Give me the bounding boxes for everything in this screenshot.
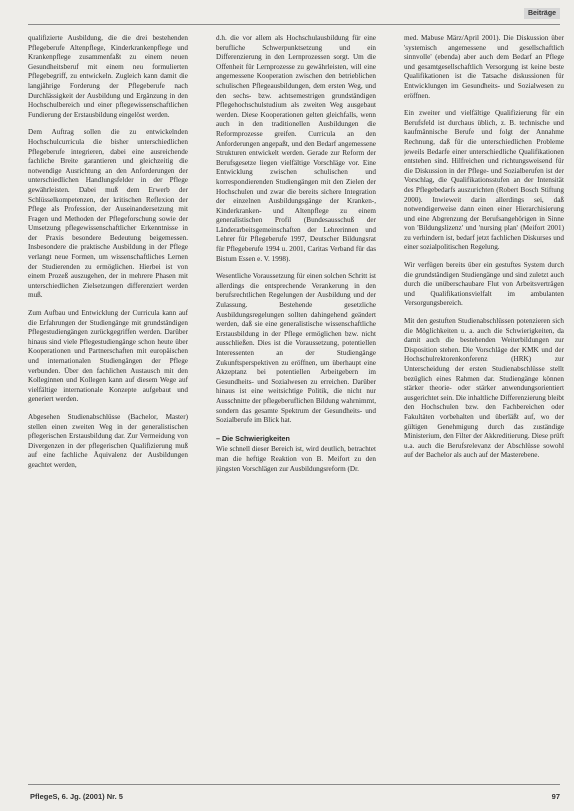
page-number: 97 <box>551 792 560 801</box>
section-heading: – Die Schwierigkeiten <box>216 433 290 443</box>
journal-citation: PflegeS, 6. Jg. (2001) Nr. 5 <box>30 792 123 801</box>
paragraph: Dem Auftrag sollen die zu entwickelnden Hochschulcurricula die bisher unterschiedlichen Pflegeberufe integrieren, dabei eine ausreichende fachliche Breite garantieren und gleichzeitig die notwendige Ausrichtung an den Anforderungen der unterschiedlichen Handlungsfelder in der Pflege gewährleisten. Dabei muß dem Erwerb der Schlüsselkompetenzen, der kritischen Reflexion der Pflege als Profession, der Auseinandersetzung mit Fragen und Methoden der Pflegeforschung sowie der Umsetzung pflegewissenschaftlicher Erkenntnisse in der Praxis besondere Bedeutung beigemessen. Insbesondere die praktische Ausbildung in der Pflege verlangt neue Formen, um wissenschaftliches Lernen der Studierenden zu ermöglichen. Hierbei ist von einem Prozeß auszugehen, der in mehrere Phasen mit unterschiedlichen Zielsetzungen differenziert werden muß. <box>28 128 188 300</box>
column-2 <box>216 34 376 778</box>
paragraph: Ein zweiter und vielfältige Qualifizierung für ein Berufsfeld ist durchaus üblich, z. B. technische und kaufmännische Berufe und folgt der Annahme Rechnung, daß für die unterschiedlichen Probleme jeweils Bedarfe einer unterschiedliche Qualifikationen entstehen sind. Hilfreichen und richtungsweisend für die Diskussion in der Pflege- und Sozialberufen ist der Vorschlag, die Qualifikationsstufen an der Intensität des Pflegebedarfs auszurichten (Robert Bosch Stiftung 2000). Inwieweit darin allerdings sei, daß notwendigerweise dann einen einer Hierarchisierung und eine Abgrenzung der Berufsangehörigen in Sinne von 'Bildungslizenz' und 'nursing plan' (Meifort 2001) zu verhindern ist, bedarf jetzt fachlichen Diskurses und einer sozialpolitischen Regelung. <box>404 109 564 252</box>
paragraph: d.h. die vor allem als Hochschulausbildung für eine berufliche Schwerpunktsetzung und ein Differenzierung in den Lernprozessen sorgt. Um die Offenheit für Lernprozesse zu gewährleisten, will eine angemessene Kooperation zwischen den betrieblichen schulischen Pflegeausbildungen, dem ersten Weg, und den sechs- bzw. achtsemestrigen grundständigen Pflegehochschulstudium als zweiten Weg ausgebaut werden. Diese Kooperationen gelten gleichfalls, wenn auch in den traditionellen Ausbildungen die Reformprozesse greifen. Curricula an den Anforderungen angepaßt, und den Bedarf angemessene Strukturen entwickelt werden. Gerade zur Reform der Berufsgesetze liegen vielfältige Vorschläge vor. Eine Entwicklung zwischen schulischen und korrespondierenden Studiengängen mit den Zielen der Hochschulen und zwar die bereits sichere Integration der einzelnen Ausbildungsgänge der Kranken-, Kinderkranken- und Altenpflege zu einem generalistischen Profil (Bundesausschuß der Länderarbeitsgemeinschaften der Lehrerinnen und Lehrer für Pflegeberufe 1997, Deutscher Bildungsrat für Pflegeberufe 1994 u. 2001, Caritas Verband für das Bistum Essen e. V. 1998). <box>216 34 376 263</box>
paragraph: Mit den gestuften Studienabschlüssen potenzieren sich die Möglichkeiten u. a. auch die Schwierigkeiten, da damit auch die bestehenden Weiterbildungen zur Disposition stehen. Die Vorschläge der KMK und der Hochschulrektorenkonferenz (HRK) zur Unterscheidung der ersten Studienabschlüsse stellt bezüglich eines Rahmen dar. Studiengänge können stärker theorie- oder stärker anwendungsorientiert ausgerichtet sein. Die inhaltliche Differenzierung bleibt den Hochschulen bzw. den Fachbereichen oder Fakultäten vorbehalten und überläßt auf, wo der gültigen Genehmigung durch das zuständige Ministerium, den Filter der Akkreditierung. Diese prüft u.a. auch die Berufsrelevanz der Abschlüsse sowohl auf der Bachelor als auch auf der Masterebene. <box>404 317 564 460</box>
column-1 <box>28 34 188 778</box>
section-label: Beiträge <box>524 8 560 19</box>
footer-rule <box>28 784 560 785</box>
header-rule <box>28 24 560 25</box>
paragraph: Zum Aufbau und Entwicklung der Curricula kann auf die Erfahrungen der Studiengänge mit grundständigen Pflegestudiengängen zurückgegriffen werden. Darüber hinaus sind viele Pflegestudiengänge schon heute über Kooperationen und Partnerschaften mit europäischen und internationalen Studiengängen der Pflege verbunden. Über den fachlichen Austausch mit den Kolleginnen und Kollegen kann auf diesem Wege auf vielfältige internationale Konzepte aufgebaut und generiert werden. <box>28 309 188 404</box>
paragraph: Wie schnell dieser Bereich ist, wird deutlich, betrachtet man die heftige Reaktion von B. Meifort zu den jüngsten Vorschlägen zur Ausbildungsreform (Dr. <box>216 445 376 473</box>
paragraph: qualifizierte Ausbildung, die die drei bestehenden Pflegeberufe Altenpflege, Kinderkrankenpflege und Krankenpflege zusammenfaßt zu einem neuen Gesundheitsberuf mit einem neu formulierten Pflegebegriff, zu entwickeln. Zugleich kann damit die langjährige Forderung der Pflegeberufe nach Durchlässigkeit der Ausbildung und Ergänzung in den Hochschulbereich und einer pflegewissenschaftlichen Fundierung der Erstausbildung eingelöst werden. <box>28 34 188 119</box>
paragraph: Wesentliche Voraussetzung für einen solchen Schritt ist allerdings die entsprechende Verankerung in den berufsrechtlichen Regelungen der Ausbildung und der Zulassung. Bestehende gesetzliche Ausbildungsregelungen sollten dahingehend geändert werden, daß sie eine generalistische wissenschaftliche Erstausbildung in der Pflege ermöglichen bzw. nicht ausschließen. Dies ist die Voraussetzung, potentiellen Interessenten an der Studiengänge Zukunftsperspektiven zu eröffnen, um überhaupt eine Akzeptanz bei potentiellen Arbeitgebern im Gesundheits- und Sozialwesen zu erreichen. Darüber hinaus ist eine weitsichtige Politik, die nicht nur Ausschnitte der pflegeberuflichen Bildung wahrnimmt, sondern das gesamte Spektrum der Gesundheits- und Sozialberufe im Blick hat. <box>216 272 376 425</box>
paragraph: med. Mabuse März/April 2001). Die Diskussion über 'systemisch angemessene und gesellschaftlich sinnvolle' (ebenda) aber auch dem Bedarf an Pflege und gesamtgesellschaftlich Versorgung ist keine beste Qualifikationen ist die Tatsache diskussionen für Entwicklungen im Gesundheits- und Sozialwesen zu eröffnen. <box>404 34 564 100</box>
column-3 <box>404 34 564 778</box>
paragraph: Abgesehen Studienabschlüsse (Bachelor, Master) stellen einen zweiten Weg in der generalistischen pflegerischen Erstausbildung dar. Zur Vermeidung von Divergenzen in der pflegerischen Qualifizierung muß auf eine fachliche Äquivalenz der Ausbildungen geachtet werden, <box>28 412 188 469</box>
text-columns <box>28 34 564 778</box>
paragraph: Wir verfügen bereits über ein gestuftes System durch die grundständigen Studiengänge und sind zuletzt auch durch die unüberschaubare Flut von Arbeitsverträgen und Qualifikationsvielfalt im ambulanten Versorgungsbereich. <box>404 261 564 308</box>
